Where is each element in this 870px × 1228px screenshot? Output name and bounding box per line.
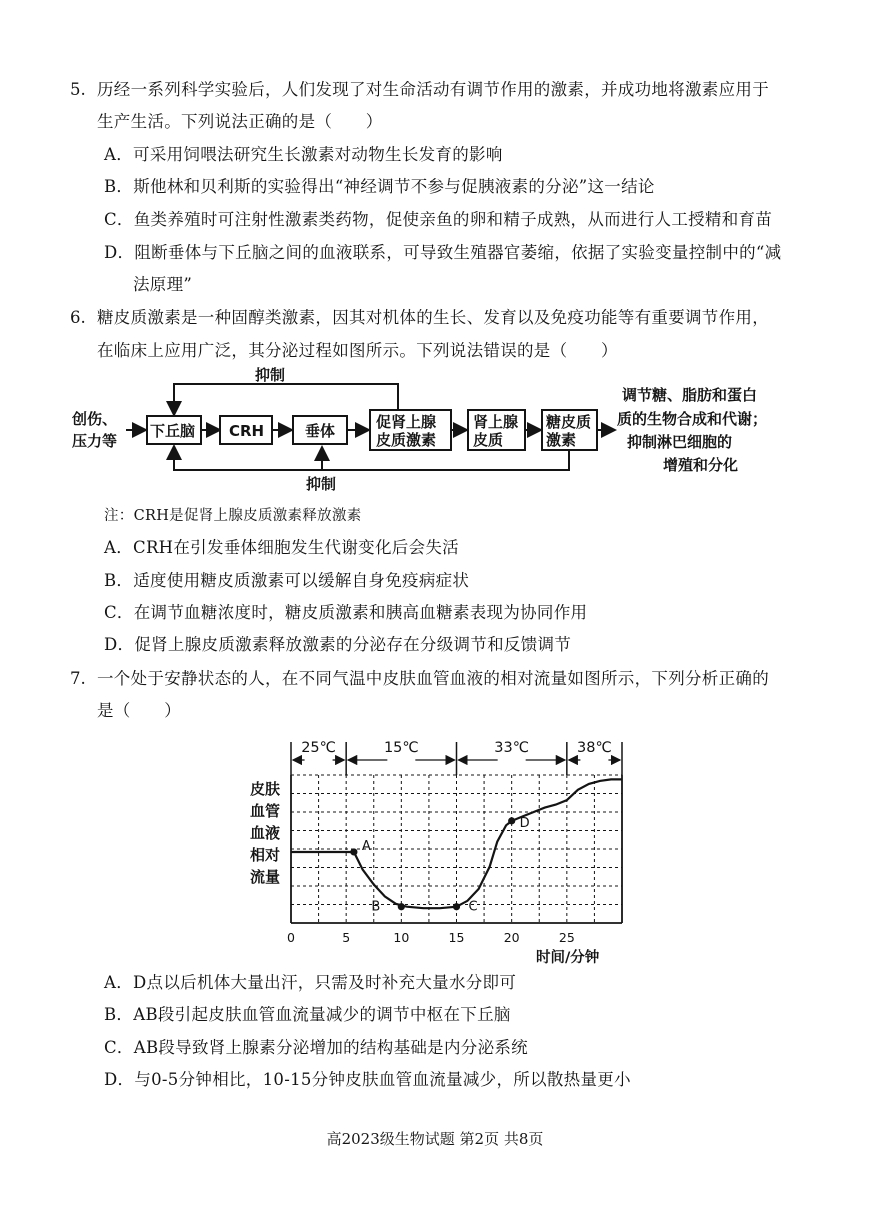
- diagram-input-line2: 压力等: [72, 432, 118, 450]
- y-label-line: 血管: [250, 802, 281, 820]
- y-label-line: 相对: [250, 846, 281, 864]
- q5-option-d-line1: D．阻断垂体与下丘脑之间的血液联系，可导致生殖器官萎缩，依据了实验变量控制中的“减: [104, 243, 782, 262]
- box-adrenal-label-2: 皮质: [473, 431, 504, 449]
- point-label-c: C: [468, 899, 478, 915]
- q5-option-a: A．可采用饲喂法研究生长激素对动物生长发育的影响: [104, 145, 503, 164]
- q5-option-b: B．斯他林和贝利斯的实验得出“神经调节不参与促胰液素的分泌”这一结论: [104, 177, 655, 196]
- q6-option-c: C．在调节血糖浓度时，糖皮质激素和胰高血糖素表现为协同作用: [104, 603, 588, 622]
- box-adrenal-label-1: 肾上腺: [473, 413, 519, 431]
- page-footer: 高2023级生物试题 第2页 共8页: [326, 1130, 544, 1148]
- box-pituitary-label: 垂体: [305, 422, 336, 440]
- y-axis-label: [250, 780, 280, 886]
- point-label-d: D: [519, 815, 530, 831]
- box-gluco-label-1: 糖皮质: [546, 413, 592, 431]
- q5-option-d-line2: 法原理”: [133, 275, 193, 294]
- q6-note: 注：CRH是促肾上腺皮质激素释放激素: [104, 508, 362, 524]
- q6-option-b: B．适度使用糖皮质激素可以缓解自身免疫病症状: [104, 571, 470, 590]
- point-a: [350, 848, 357, 855]
- q7-stem-line2: 是（ ）: [97, 701, 181, 720]
- q6-stem-line2: 在临床上应用广泛，其分泌过程如图所示。下列说法错误的是（ ）: [97, 341, 618, 360]
- box-gluco-label-2: 激素: [546, 431, 577, 449]
- point-label-a: A: [361, 838, 371, 854]
- effect-line2: 质的生物合成和代谢；: [617, 410, 768, 428]
- y-label-line: 皮肤: [250, 780, 281, 798]
- chart-grid: [291, 775, 622, 923]
- effect-line4: 增殖和分化: [663, 456, 739, 474]
- q6-option-a: A．CRH在引发垂体细胞发生代谢变化后会失活: [104, 538, 459, 557]
- box-acth-label-1: 促肾上腺: [376, 413, 437, 431]
- diagram-input-line1: 创伤、: [72, 410, 118, 428]
- band-label: 25℃: [301, 740, 336, 756]
- box-acth-label-2: 皮质激素: [376, 431, 437, 449]
- y-label-line: 流量: [250, 868, 281, 886]
- q7-option-b: B．AB段引起皮肤血管血流量减少的调节中枢在下丘脑: [104, 1005, 511, 1024]
- x-tick-label: 5: [342, 930, 351, 945]
- x-axis-label: 时间/分钟: [536, 950, 600, 966]
- q7-option-a: A．D点以后机体大量出汗，只需及时补充大量水分即可: [104, 973, 517, 992]
- inhibit-bottom-label: 抑制: [306, 475, 337, 493]
- hormone-regulation-diagram: [60, 366, 820, 496]
- point-d: [508, 817, 515, 824]
- q5-stem-line1: 历经一系列科学实验后，人们发现了对生命活动有调节作用的激素，并成功地将激素应用于: [97, 80, 769, 99]
- q5-option-c: C．鱼类养殖时可注射性激素类药物，促使亲鱼的卵和精子成熟，从而进行人工授精和育苗: [104, 210, 773, 229]
- point-label-b: B: [371, 899, 381, 915]
- y-label-line: 血液: [250, 824, 281, 842]
- q5-stem-line2: 生产生活。下列说法正确的是（ ）: [97, 112, 383, 131]
- x-tick-label: 25: [558, 930, 575, 945]
- x-tick-label: 0: [287, 930, 295, 945]
- q7-stem-line1: 一个处于安静状态的人，在不同气温中皮肤血管血液的相对流量如图所示，下列分析正确的: [97, 669, 769, 688]
- box-crh-label: CRH: [229, 422, 265, 440]
- x-tick-label: 10: [393, 930, 410, 945]
- band-label: 15℃: [383, 740, 419, 756]
- q7-number: 7.: [70, 669, 86, 688]
- x-tick-label: 20: [503, 930, 520, 945]
- temperature-bands: [291, 740, 622, 775]
- effect-line3: 抑制淋巴细胞的: [627, 433, 733, 451]
- inhibit-top-label: 抑制: [255, 366, 286, 384]
- q5-number: 5.: [70, 80, 86, 99]
- effect-line1: 调节糖、脂肪和蛋白: [622, 386, 758, 404]
- band-label: 33℃: [494, 740, 530, 756]
- band-label: 38℃: [577, 740, 612, 756]
- q7-option-c: C．AB段导致肾上腺素分泌增加的结构基础是内分泌系统: [104, 1038, 528, 1057]
- q6-stem-line1: 糖皮质激素是一种固醇类激素，因其对机体的生长、发育以及免疫功能等有重要调节作用，: [97, 308, 769, 327]
- box-hypothalamus-label: 下丘脑: [150, 422, 196, 440]
- q6-number: 6.: [70, 308, 86, 327]
- x-tick-label: 15: [448, 930, 465, 945]
- x-axis-ticks: [287, 930, 575, 945]
- q7-option-d: D．与0-5分钟相比，10-15分钟皮肤血管血流量减少，所以散热量更小: [104, 1070, 631, 1089]
- point-b: [398, 903, 405, 910]
- point-c: [453, 903, 460, 910]
- q6-option-d: D．促肾上腺皮质激素释放激素的分泌存在分级调节和反馈调节: [104, 635, 572, 654]
- skin-blood-flow-chart: [240, 732, 640, 970]
